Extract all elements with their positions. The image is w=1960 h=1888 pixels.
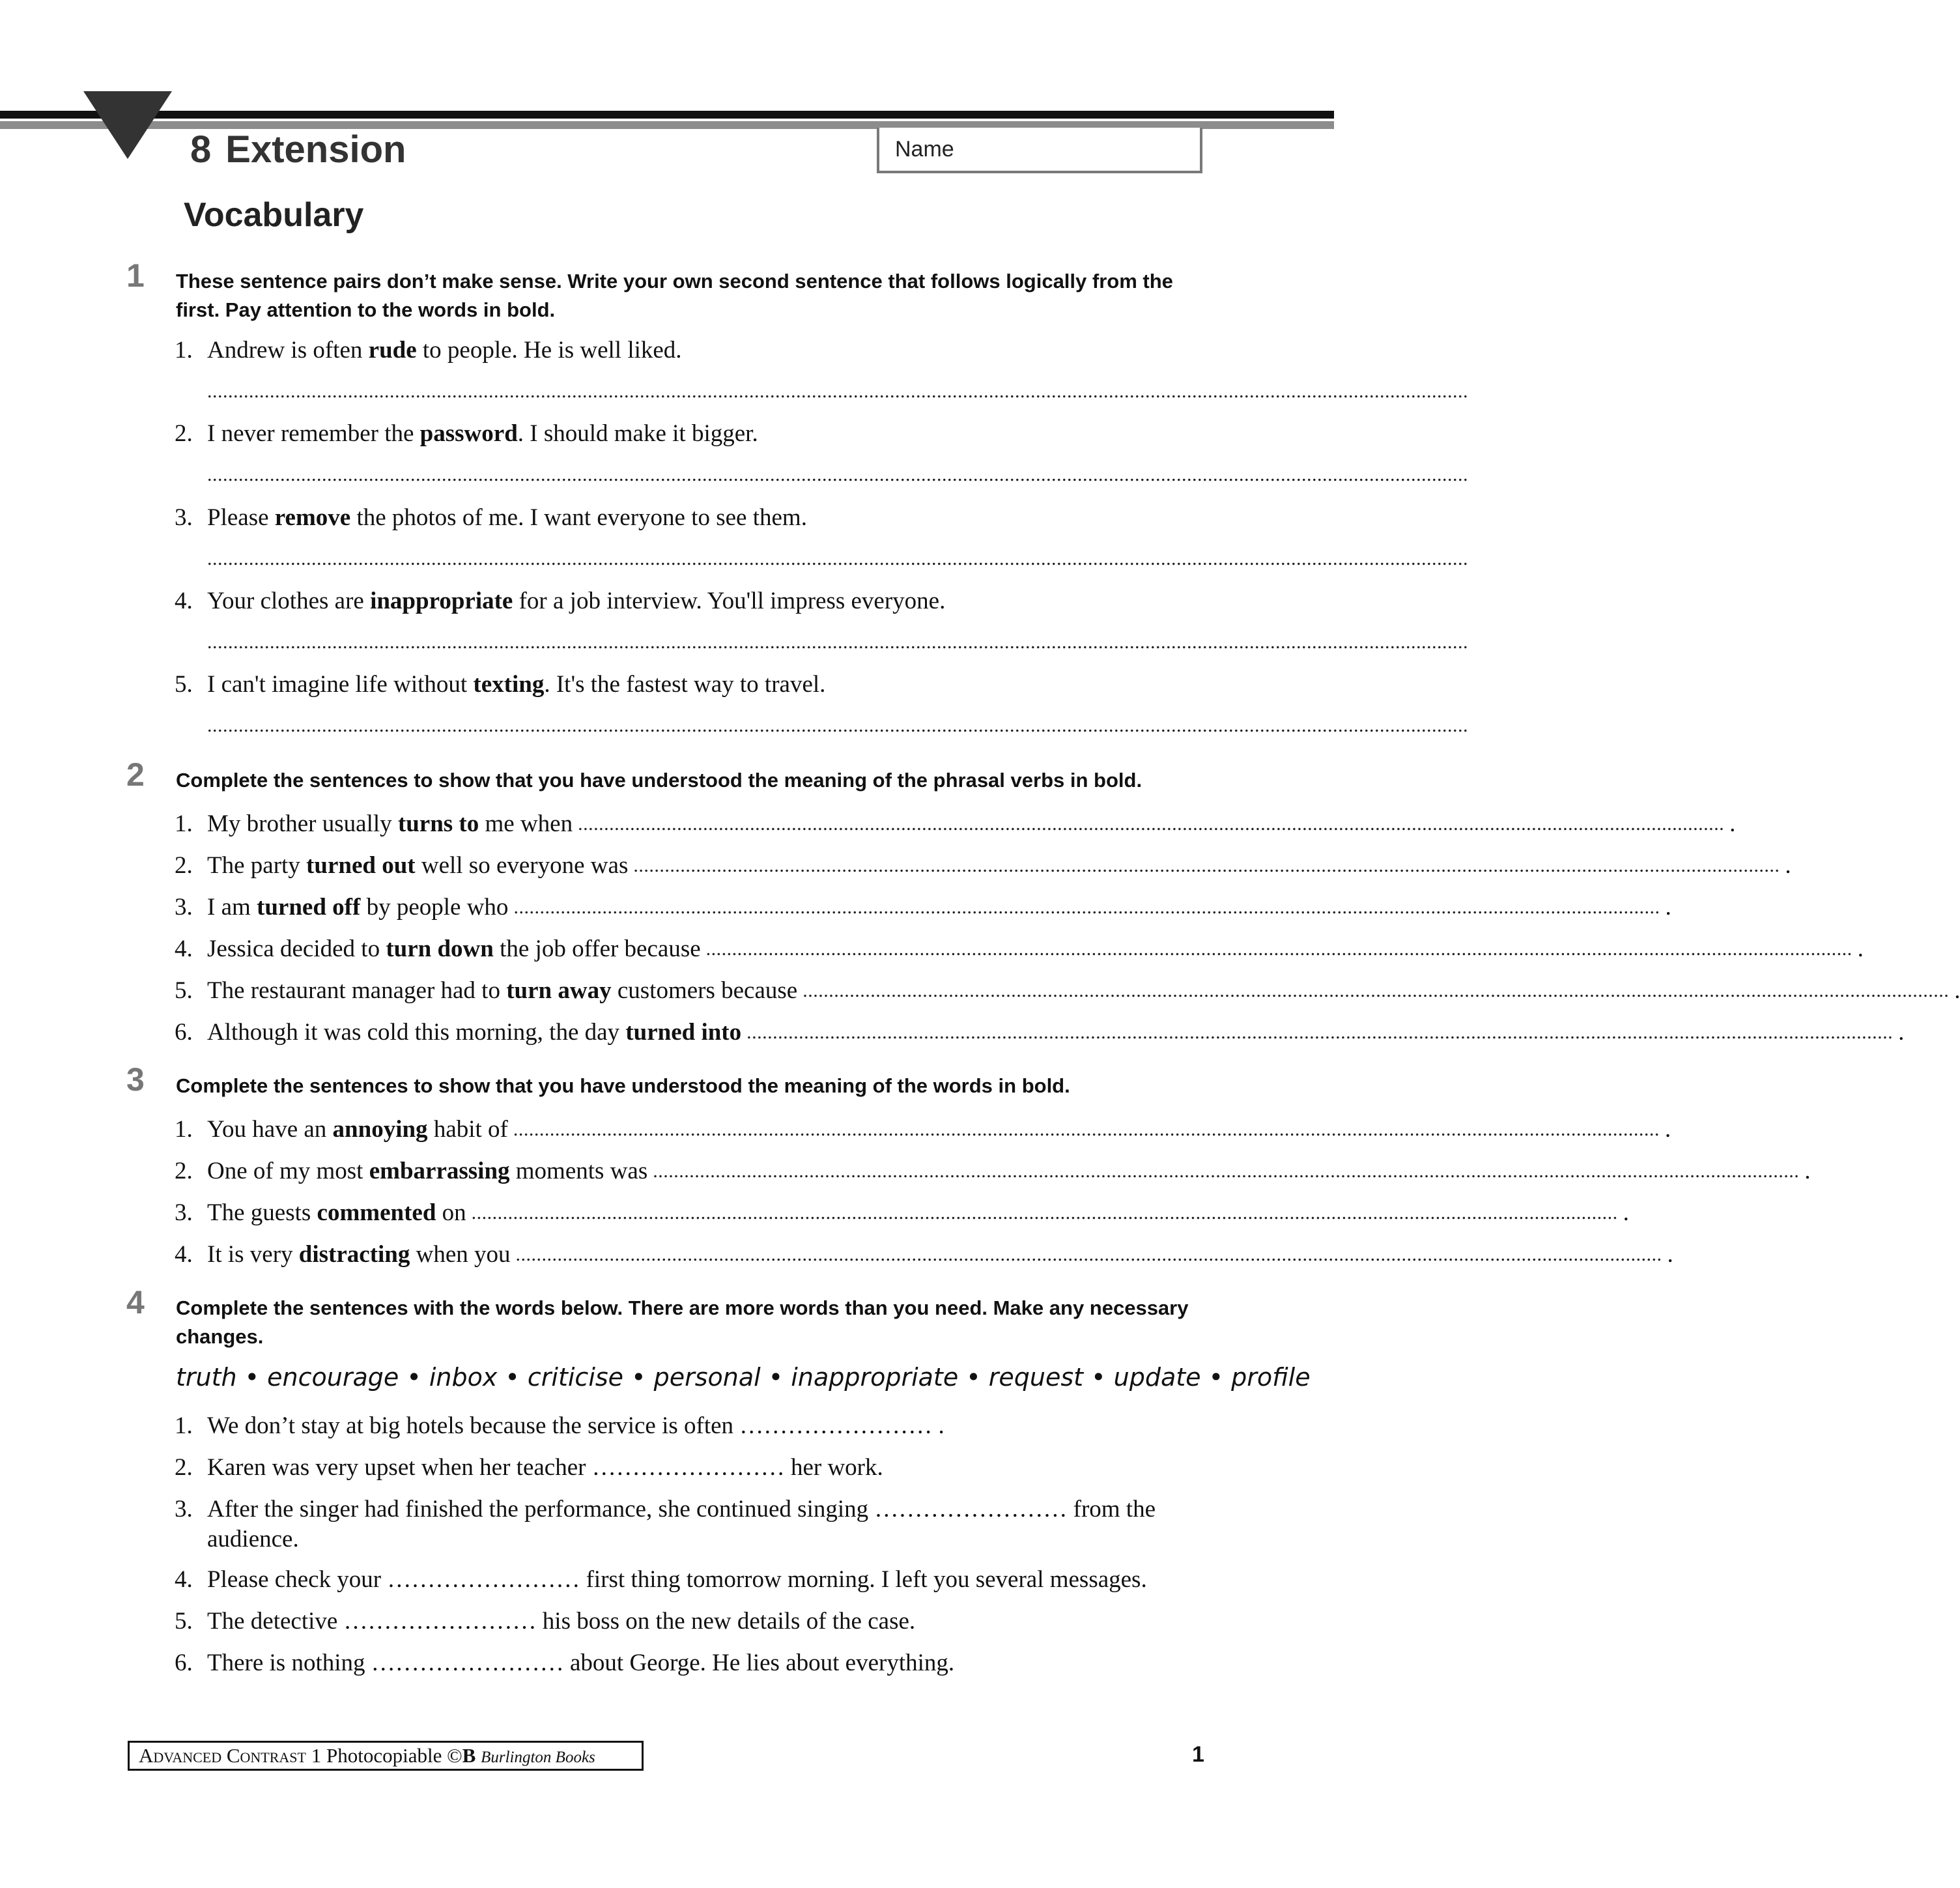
answer-line: ............................................................................................................................................................................................................................ xyxy=(513,896,1660,918)
list-item: 2. I never remember the password. I should make it bigger. xyxy=(175,420,758,447)
list-item[interactable]: 2. One of my most embarrassing moments was ............................................................................................................................................................................................................................ . xyxy=(175,1156,1175,1186)
list-item[interactable]: 4. It is very distracting when you ............................................................................................................................................................................................................................ . xyxy=(175,1240,1175,1270)
word-bank: truth • encourage • inbox • criticise • personal • inappropriate • request • update • profile xyxy=(176,1363,1311,1392)
answer-line[interactable]: .................................................................................................................................................................................................................................................. xyxy=(207,631,1468,653)
list-item[interactable]: 1. My brother usually turns to me when ............................................................................................................................................................................................................................ . xyxy=(175,809,1175,839)
exercise-number-4: 4 xyxy=(126,1284,145,1321)
list-item: 1. We don’t stay at big hotels because the service is often …………………… . xyxy=(175,1412,944,1439)
exercise-1-instruction: These sentence pairs don’t make sense. Write your own second sentence that follows logically from the first. Pay attention to the words in bold. xyxy=(176,270,1173,321)
exercise-3-instruction: Complete the sentences to show that you have understood the meaning of the words in bold. xyxy=(176,1074,1070,1097)
answer-line: ............................................................................................................................................................................................................................ xyxy=(471,1202,1618,1223)
name-field[interactable] xyxy=(877,128,1202,173)
list-item[interactable]: 4. Jessica decided to turn down the job offer because ............................................................................................................................................................................................................................ . xyxy=(175,934,1175,964)
list-item[interactable]: 6. Although it was cold this morning, the day turned into ............................................................................................................................................................................................................................ . xyxy=(175,1018,1175,1048)
answer-line: ............................................................................................................................................................................................................................ xyxy=(633,855,1780,876)
list-item: 2. Karen was very upset when her teacher …………………… her work. xyxy=(175,1454,883,1481)
list-item[interactable]: 1. You have an annoying habit of ............................................................................................................................................................................................................................ . xyxy=(175,1115,1175,1145)
list-item: 5. I can't imagine life without texting. It's the fastest way to travel. xyxy=(175,671,826,698)
exercise-2-instruction: Complete the sentences to show that you have understood the meaning of the phrasal verbs in bold. xyxy=(176,769,1143,792)
exercise-number-1: 1 xyxy=(126,257,145,294)
footer-credit: Advanced Contrast 1 Photocopiable ©B Burlington Books xyxy=(128,1741,644,1771)
unit-number: 8 xyxy=(190,128,212,171)
exercise-number-2: 2 xyxy=(126,756,145,793)
list-item: 1. Andrew is often rude to people. He is well liked. xyxy=(175,337,682,364)
list-item: 4. Your clothes are inappropriate for a job interview. You'll impress everyone. xyxy=(175,588,946,614)
publisher-logo-icon: B xyxy=(462,1744,476,1767)
list-item: 5. The detective …………………… his boss on the new details of the case. xyxy=(175,1608,916,1635)
answer-line: ............................................................................................................................................................................................................................ xyxy=(746,1022,1894,1043)
page-number: 1 xyxy=(1192,1742,1204,1767)
list-item[interactable]: 5. The restaurant manager had to turn away customers because ............................................................................................................................................................................................................................ . xyxy=(175,976,1175,1006)
triangle-marker-icon xyxy=(83,91,172,159)
answer-line: ............................................................................................................................................................................................................................ xyxy=(578,813,1725,835)
list-item: 4. Please check your …………………… first thing tomorrow morning. I left you several messages. xyxy=(175,1566,1147,1593)
answer-line[interactable]: .................................................................................................................................................................................................................................................. xyxy=(207,548,1468,569)
list-item: 3. Please remove the photos of me. I want everyone to see them. xyxy=(175,504,807,531)
answer-line[interactable]: .................................................................................................................................................................................................................................................. xyxy=(207,715,1468,736)
header-bar-dark xyxy=(0,111,1334,119)
section-title: Vocabulary xyxy=(184,196,364,234)
list-item[interactable]: 3. The guests commented on ............................................................................................................................................................................................................................ . xyxy=(175,1198,1175,1228)
unit-title xyxy=(190,128,406,171)
answer-line: ............................................................................................................................................................................................................................ xyxy=(653,1160,1800,1182)
list-item[interactable]: 2. The party turned out well so everyone was ............................................................................................................................................................................................................................ . xyxy=(175,851,1175,881)
list-item: 3. After the singer had finished the performance, she continued singing …………………… from the audience. xyxy=(175,1496,1156,1552)
unit-name: Extension xyxy=(225,128,406,171)
answer-line[interactable]: .................................................................................................................................................................................................................................................. xyxy=(207,380,1468,402)
list-item: 6. There is nothing …………………… about George. He lies about everything. xyxy=(175,1650,955,1676)
exercise-4-instruction: Complete the sentences with the words below. There are more words than you need. Make any necessary changes. xyxy=(176,1296,1189,1348)
answer-line: ............................................................................................................................................................................................................................ xyxy=(513,1119,1660,1140)
answer-line: ............................................................................................................................................................................................................................ xyxy=(802,980,1950,1001)
answer-line: ............................................................................................................................................................................................................................ xyxy=(705,938,1853,960)
answer-line[interactable]: .................................................................................................................................................................................................................................................. xyxy=(207,464,1468,485)
name-label: Name xyxy=(895,137,954,162)
list-item[interactable]: 3. I am turned off by people who ............................................................................................................................................................................................................................ . xyxy=(175,893,1175,923)
exercise-number-3: 3 xyxy=(126,1061,145,1098)
answer-line: ............................................................................................................................................................................................................................ xyxy=(515,1244,1662,1265)
